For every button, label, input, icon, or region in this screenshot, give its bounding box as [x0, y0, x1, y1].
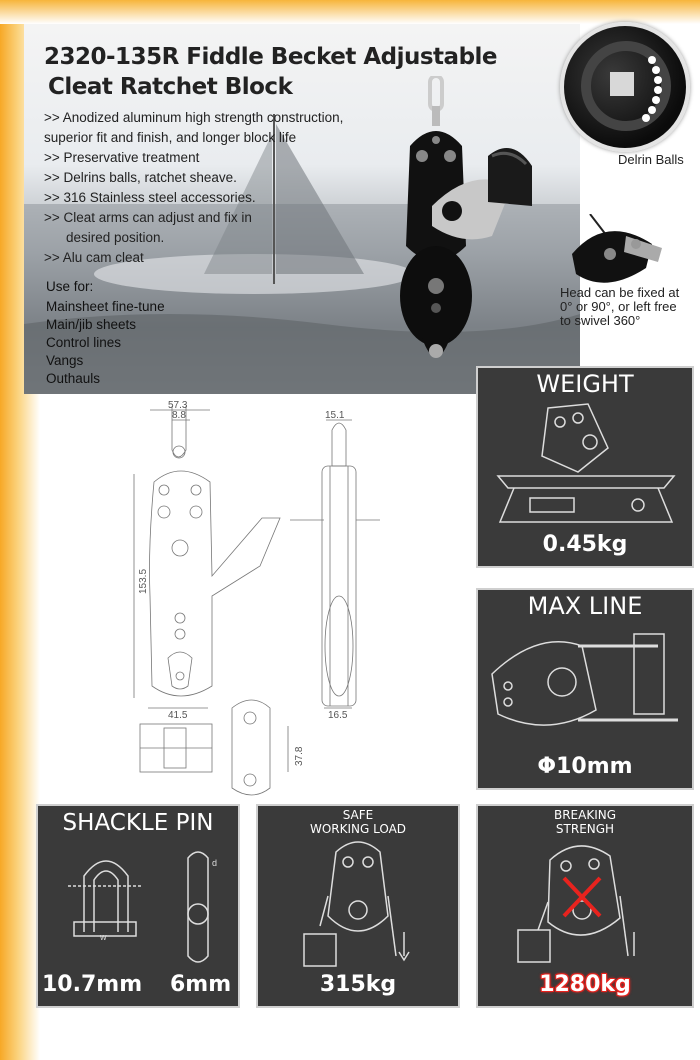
max-line-value: Φ10mm: [537, 754, 633, 779]
use-for-item: Mainsheet fine-tune: [46, 299, 165, 314]
dim-height: 153.5: [138, 568, 149, 594]
shackle-d-value: 6mm: [170, 972, 232, 997]
use-for-heading: Use for:: [46, 279, 94, 294]
shackle-w-label: w: [100, 932, 107, 942]
breaking-title-line2: STRENGH: [555, 822, 615, 836]
swivel-head-caption: [560, 286, 700, 328]
dim-width-top: 57.3: [168, 400, 188, 411]
shackle-pin-panel: [36, 804, 240, 1008]
feature-item: >> Cleat arms can adjust and fix in: [44, 210, 252, 225]
ratchet-block-photo: [392, 76, 542, 376]
delrin-balls-closeup: [560, 22, 690, 152]
use-for-list: [46, 278, 165, 388]
use-for-item: Vangs: [46, 353, 84, 368]
feature-item: >> Preservative treatment: [44, 150, 200, 165]
breaking-strength-panel: [476, 804, 694, 1008]
feature-item: >> Delrins balls, ratchet sheave.: [44, 170, 237, 185]
use-for-item: Control lines: [46, 335, 122, 350]
title-line-1: 2320-135R Fiddle Becket Adjustable: [44, 44, 498, 70]
swivel-head-photo: [566, 214, 686, 284]
feature-item: >> 316 Stainless steel accessories.: [44, 190, 256, 205]
weight-value: 0.45kg: [542, 532, 628, 557]
dim-bottom-width: 41.5: [168, 710, 188, 721]
dim-cleat-height: 37.8: [294, 746, 305, 766]
feature-item: superior fit and finish, and longer block life: [44, 130, 297, 145]
weight-title: WEIGHT: [536, 370, 634, 398]
swl-value: 315kg: [319, 972, 397, 997]
shackle-w-value: 10.7mm: [42, 972, 143, 997]
feature-item: >> Alu cam cleat: [44, 250, 144, 265]
use-for-item: Outhauls: [46, 371, 101, 386]
dim-side-width: 15.1: [325, 410, 345, 421]
weight-panel: [476, 366, 694, 568]
max-line-title: MAX LINE: [527, 592, 643, 620]
caption-line: 0° or 90°, or left free: [560, 299, 677, 314]
shackle-d-label: d: [212, 858, 218, 868]
delrin-balls-illustration: [564, 26, 686, 148]
caption-line: to swivel 360°: [560, 313, 641, 328]
dim-pin-width: 8.8: [172, 410, 186, 421]
shackle-pin-title: SHACKLE PIN: [62, 810, 214, 836]
hero-banner: [24, 24, 580, 394]
feature-item: >> Anodized aluminum high strength construction,: [44, 110, 344, 125]
swl-title-line1: SAFE: [342, 808, 374, 822]
swl-title-line2: WORKING LOAD: [309, 822, 407, 836]
broken-cross-icon: [564, 878, 600, 916]
breaking-value: 1280kg: [539, 972, 631, 997]
max-line-panel: [476, 588, 694, 790]
feature-item: desired position.: [66, 230, 165, 245]
technical-drawing: [120, 396, 380, 796]
safe-working-load-panel: [256, 804, 460, 1008]
use-for-item: Main/jib sheets: [46, 317, 137, 332]
feature-list: [44, 108, 374, 268]
delrin-balls-caption: Delrin Balls: [618, 152, 684, 167]
caption-line: Head can be fixed at: [560, 285, 680, 300]
breaking-title-line1: BREAKING: [553, 808, 617, 822]
title-line-2: Cleat Ratchet Block: [48, 74, 293, 100]
orange-gradient-top: [0, 0, 700, 24]
dim-side-bottom: 16.5: [328, 710, 348, 721]
